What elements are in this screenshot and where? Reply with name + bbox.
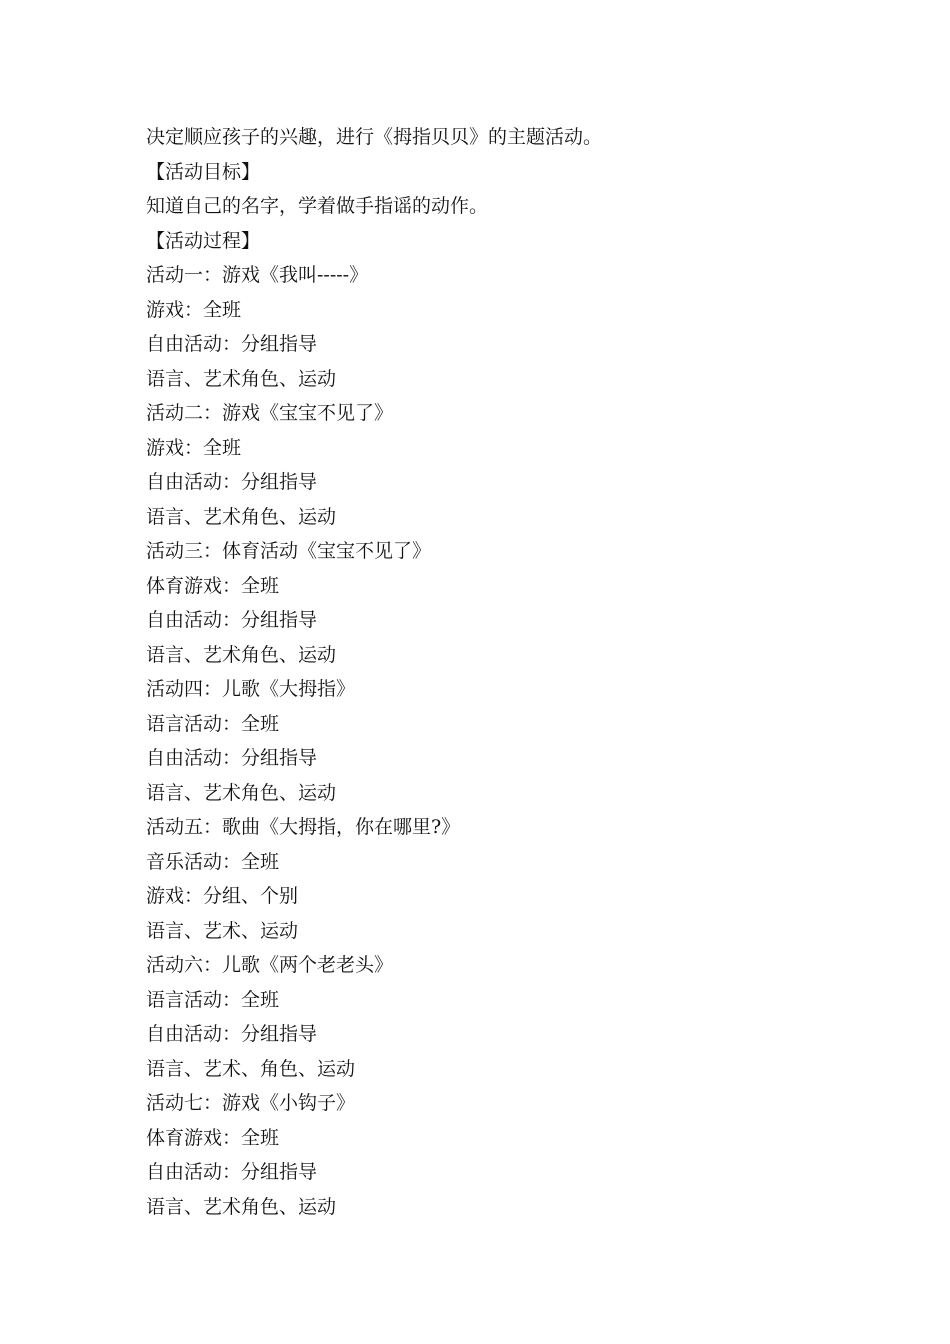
text-line: 自由活动：分组指导 xyxy=(146,1161,318,1183)
text-line: 体育游戏：全班 xyxy=(146,1126,280,1149)
activity-7-title: 活动七：游戏《小钩子》 xyxy=(146,1092,356,1114)
text-line: 语言、艺术角色、运动 xyxy=(146,505,337,528)
activity-6-title: 活动六：儿歌《两个老老头》 xyxy=(146,954,394,976)
text-line: 游戏：全班 xyxy=(146,436,242,459)
activity-5-title: 活动五：歌曲《大拇指，你在哪里?》 xyxy=(146,816,461,838)
text-line: 语言、艺术角色、运动 xyxy=(146,781,337,804)
text-line: 语言、艺术角色、运动 xyxy=(146,1195,337,1218)
text-line: 自由活动：分组指导 xyxy=(146,747,318,769)
activity-2-title: 活动二：游戏《宝宝不见了》 xyxy=(146,402,394,424)
text-line: 语言活动：全班 xyxy=(146,988,280,1011)
text-line: 自由活动：分组指导 xyxy=(146,471,318,493)
text-line: 语言、艺术、运动 xyxy=(146,919,299,942)
text-line: 自由活动：分组指导 xyxy=(146,609,318,631)
text-line: 语言活动：全班 xyxy=(146,712,280,735)
intro-text: 决定顺应孩子的兴趣，进行《拇指贝贝》的主题活动。 xyxy=(146,126,603,148)
activity-4-title: 活动四：儿歌《大拇指》 xyxy=(146,678,356,700)
text-line: 语言、艺术、角色、运动 xyxy=(146,1057,356,1080)
text-line: 游戏：分组、个别 xyxy=(146,885,299,907)
goal-text: 知道自己的名字，学着做手指谣的动作。 xyxy=(146,195,489,217)
text-line: 体育游戏：全班 xyxy=(146,574,280,597)
section-heading-process: 【活动过程】 xyxy=(146,229,261,252)
text-line: 自由活动：分组指导 xyxy=(146,333,318,355)
text-line: 游戏：全班 xyxy=(146,298,242,321)
text-line: 自由活动：分组指导 xyxy=(146,1023,318,1045)
activity-1-title: 活动一：游戏《我叫-----》 xyxy=(146,264,369,286)
text-line: 音乐活动：全班 xyxy=(146,850,280,873)
text-line: 语言、艺术角色、运动 xyxy=(146,367,337,390)
activity-3-title: 活动三：体育活动《宝宝不见了》 xyxy=(146,540,432,562)
section-heading-goals: 【活动目标】 xyxy=(146,160,261,183)
text-line: 语言、艺术角色、运动 xyxy=(146,643,337,666)
document-body xyxy=(146,120,846,1224)
